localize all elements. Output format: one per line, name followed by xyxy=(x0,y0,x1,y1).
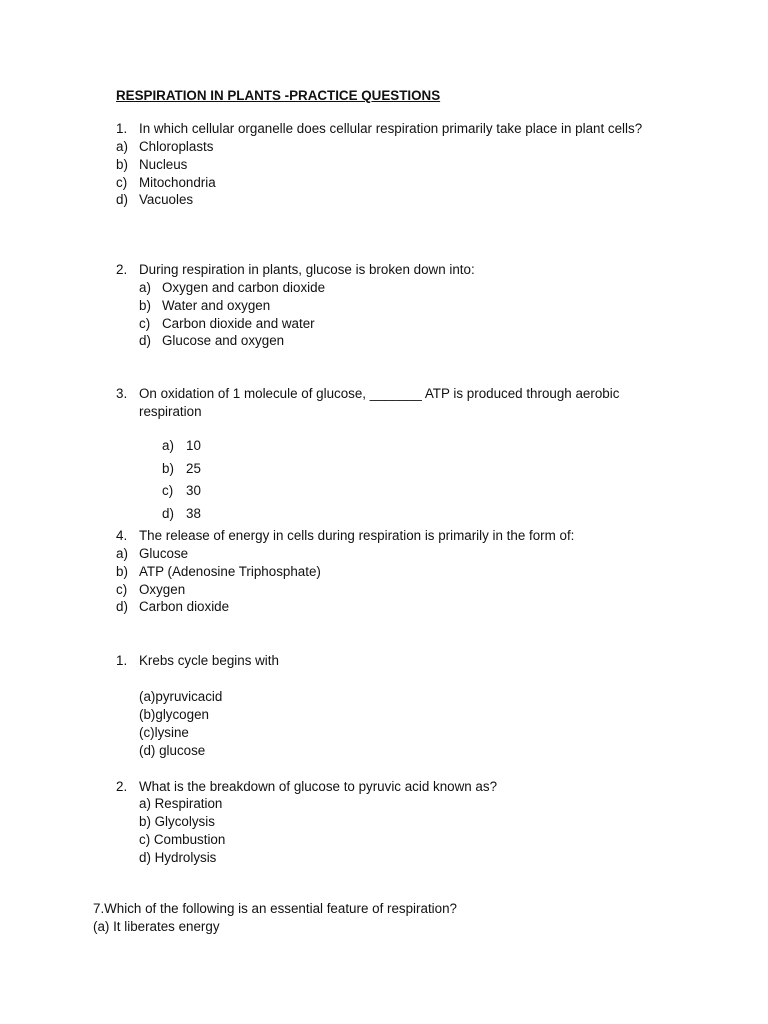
option-text: (b)glycogen xyxy=(139,707,209,722)
question-text: 7.Which of the following is an essential feature of respiration? xyxy=(93,901,457,916)
option-text: Glucose xyxy=(139,546,189,561)
option-text: Oxygen xyxy=(139,582,186,597)
option-text: ATP (Adenosine Triphosphate) xyxy=(139,564,321,579)
option-label: c) xyxy=(116,175,128,190)
question-number: 3. xyxy=(116,386,128,401)
option-text: Water and oxygen xyxy=(162,298,271,313)
option-text: b) Glycolysis xyxy=(139,814,215,829)
option-label: d) xyxy=(162,506,174,521)
option-text: Carbon dioxide and water xyxy=(162,316,315,331)
option-label: c) xyxy=(116,582,128,597)
question-text: The release of energy in cells during respiration is primarily in the form of: xyxy=(139,528,575,543)
option-text: c) Combustion xyxy=(139,832,226,847)
question-text: Krebs cycle begins with xyxy=(139,653,279,668)
option-text: Chloroplasts xyxy=(139,139,214,154)
option-text: 30 xyxy=(186,483,201,498)
option-label: d) xyxy=(139,333,151,348)
option-label: a) xyxy=(139,280,151,295)
option-text: (d) glucose xyxy=(139,743,206,758)
option-text: 25 xyxy=(186,461,201,476)
question-text: During respiration in plants, glucose is broken down into: xyxy=(139,262,475,277)
option-label: a) xyxy=(162,438,174,453)
question-number: 2. xyxy=(116,779,128,794)
question-number: 1. xyxy=(116,121,128,136)
option-text: Oxygen and carbon dioxide xyxy=(162,280,326,295)
option-text: Carbon dioxide xyxy=(139,599,230,614)
option-text: Glucose and oxygen xyxy=(162,333,285,348)
option-text: (a) It liberates energy xyxy=(93,919,220,934)
option-label: d) xyxy=(116,192,128,207)
option-text: (c)lysine xyxy=(139,725,189,740)
question-number: 2. xyxy=(116,262,128,277)
option-label: d) xyxy=(116,599,128,614)
option-text: a) Respiration xyxy=(139,796,223,811)
option-text: 38 xyxy=(186,506,201,521)
question-text-line2: respiration xyxy=(139,404,202,419)
option-text: d) Hydrolysis xyxy=(139,850,217,865)
question-number: 1. xyxy=(116,653,128,668)
option-text: 10 xyxy=(186,438,201,453)
option-label: b) xyxy=(139,298,151,313)
option-text: Vacuoles xyxy=(139,192,194,207)
option-label: a) xyxy=(116,139,128,154)
page-title: RESPIRATION IN PLANTS -PRACTICE QUESTIONS xyxy=(116,88,441,103)
question-text: In which cellular organelle does cellular respiration primarily take place in plant cells? xyxy=(139,121,643,136)
option-text: Mitochondria xyxy=(139,175,216,190)
option-label: a) xyxy=(116,546,128,561)
option-label: b) xyxy=(162,461,174,476)
question-text: What is the breakdown of glucose to pyruvic acid known as? xyxy=(139,779,498,794)
option-text: (a)pyruvicacid xyxy=(139,689,223,704)
option-label: c) xyxy=(162,483,174,498)
option-text: Nucleus xyxy=(139,157,188,172)
option-label: b) xyxy=(116,157,128,172)
option-label: c) xyxy=(139,316,151,331)
option-label: b) xyxy=(116,564,128,579)
question-number: 4. xyxy=(116,528,128,543)
question-text-line1: On oxidation of 1 molecule of glucose, _______ ATP is produced through aerobic xyxy=(139,386,620,401)
